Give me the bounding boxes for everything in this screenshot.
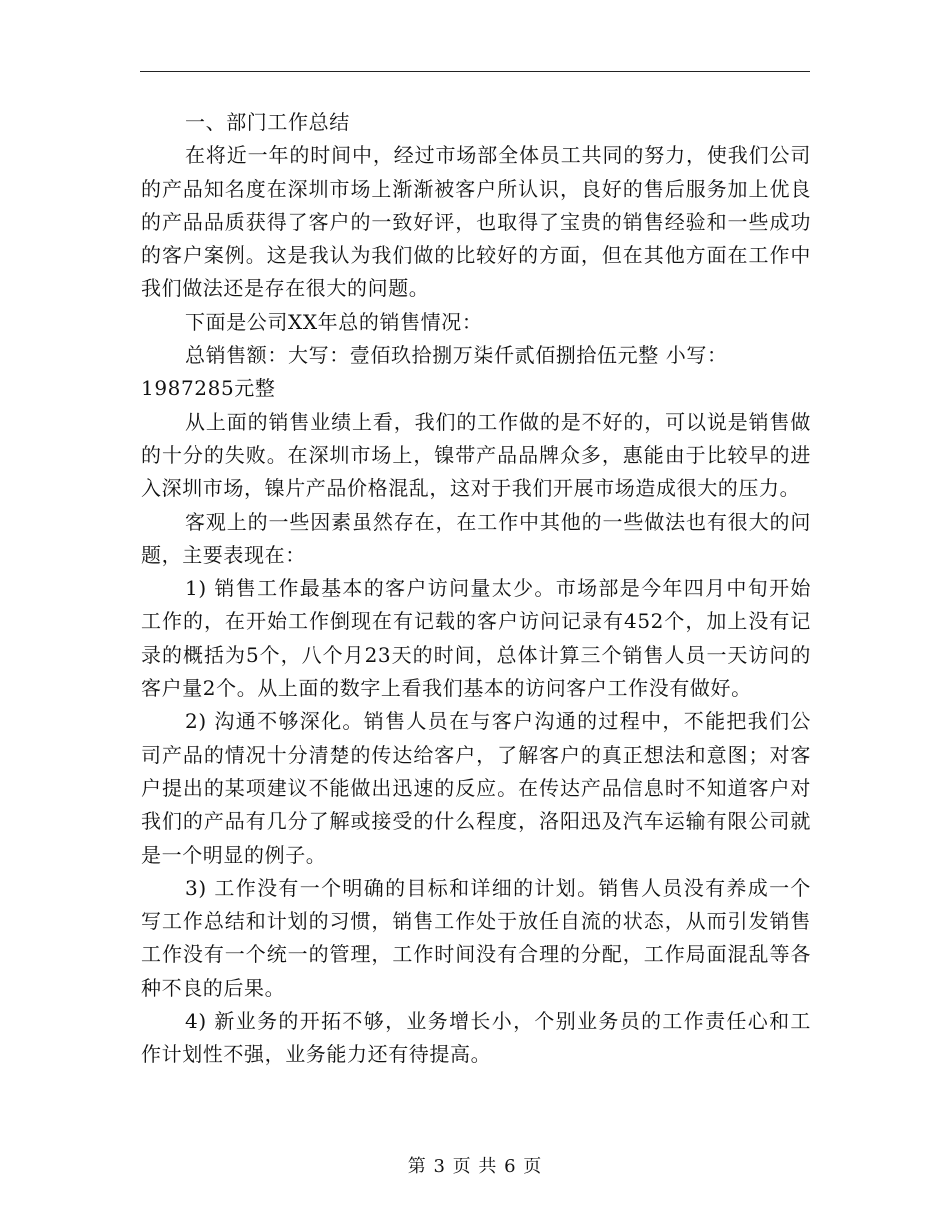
page-number: 第 3 页 共 6 页 (407, 1156, 543, 1177)
paragraph-sales-lead: 下面是公司XX年总的销售情况： (185, 309, 483, 334)
paragraph-total-sales-number: 1987285元整 (141, 376, 276, 401)
paragraph-problem-4: 4) 新业务的开拓不够，业务增长小，个别业务员的工作责任心和工作计划性不强，业务能力还有待提高。 (141, 1009, 811, 1067)
paragraph-problem-3: 3) 工作没有一个明确的目标和详细的计划。销售人员没有养成一个写工作总结和计划的习惯，销售工作处于放任自流的状态，从而引发销售工作没有一个统一的管理，工作时间没有合理的分配，工作局面混乱等各种不良的后果。 (141, 875, 811, 1000)
paragraph-intro: 在将近一年的时间中，经过市场部全体员工共同的努力，使我们公司的产品知名度在深圳市场上渐渐被客户所认识，良好的售后服务加上优良的产品品质获得了客户的一致好评，也取得了宝贵的销售经验和一些成功的客户案例。这是我认为我们做的比较好的方面，但在其他方面在工作中我们做法还是存在很大的问题。 (141, 143, 811, 301)
paragraph-problem-1: 1) 销售工作最基本的客户访问量太少。市场部是今年四月中旬开始工作的，在开始工作倒现在有记载的客户访问记录有452个，加上没有记录的概括为5个，八个月23天的时间，总体计算三个销售人员一天访问的客户量2个。从上面的数字上看我们基本的访问客户工作没有做好。 (141, 576, 811, 701)
section-heading: 一、部门工作总结 (185, 110, 350, 134)
document-body (141, 106, 811, 1072)
paragraph-problem-2: 2) 沟通不够深化。销售人员在与客户沟通的过程中，不能把我们公司产品的情况十分清楚的传达给客户，了解客户的真正想法和意图；对客户提出的某项建议不能做出迅速的反应。在传达产品信息时不知道客户对我们的产品有几分了解或接受的什么程度，洛阳迅及汽车运输有限公司就是一个明显的例子。 (141, 709, 811, 867)
paragraph-problems-intro: 客观上的一些因素虽然存在，在工作中其他的一些做法也有很大的问题，主要表现在： (141, 509, 811, 567)
paragraph-total-sales: 总销售额：大写：壹佰玖拾捌万柒仟贰佰捌拾伍元整 小写： (185, 343, 728, 368)
header-rule (140, 71, 810, 72)
paragraph-performance: 从上面的销售业绩上看，我们的工作做的是不好的，可以说是销售做的十分的失败。在深圳市场上，镍带产品品牌众多，惠能由于比较早的进入深圳市场，镍片产品价格混乱，这对于我们开展市场造成很大的压力。 (141, 409, 811, 501)
